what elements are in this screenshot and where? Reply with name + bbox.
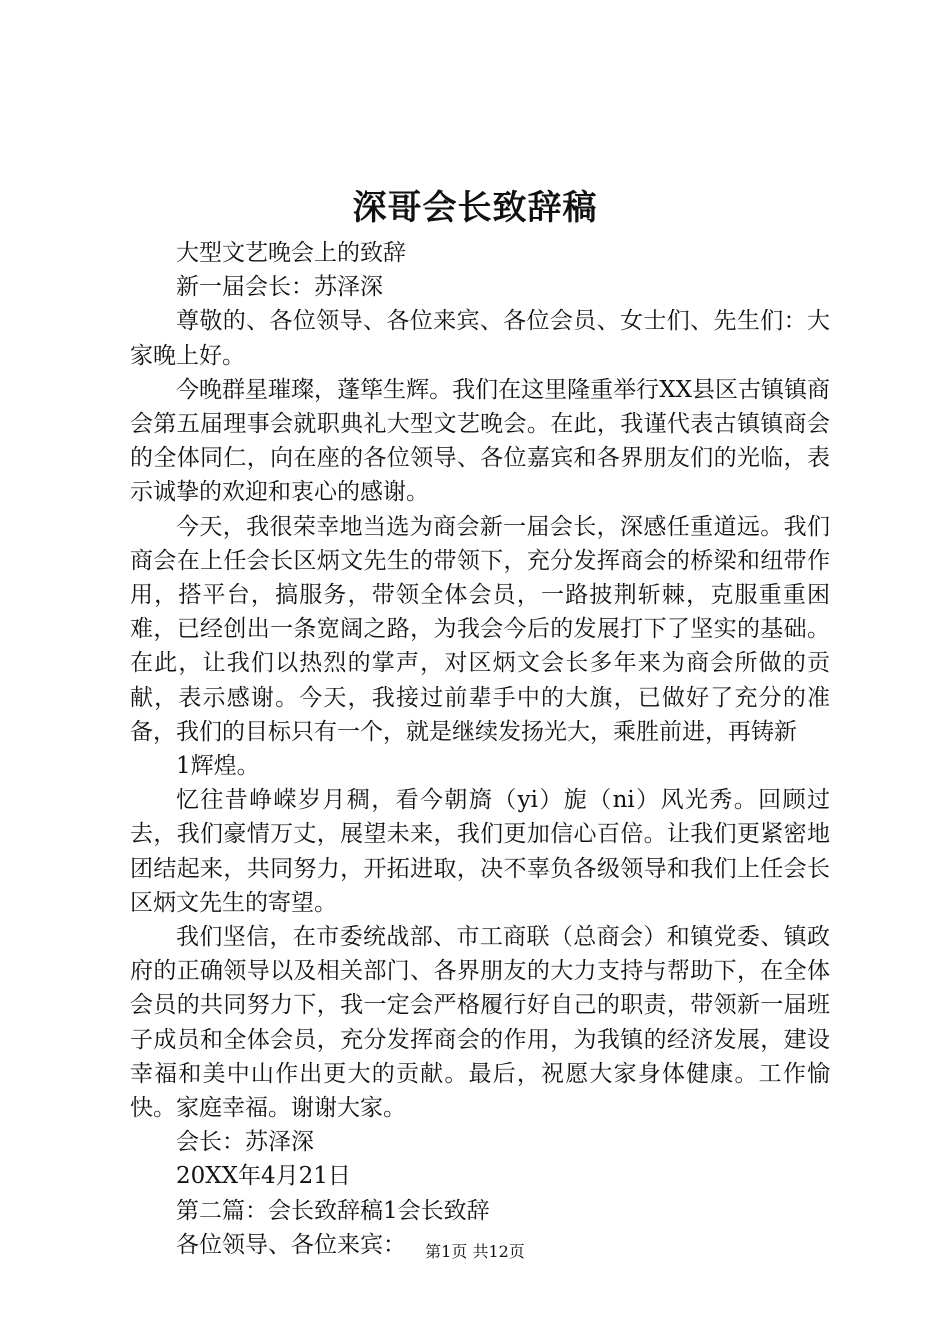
paragraph-opening: 今晚群星璀璨，蓬筚生辉。我们在这里隆重举行XX县区古镇镇商会第五届理事会就职典礼大型文艺晚会。在此，我谨代表古镇镇商会的全体同仁，向在座的各位领导、各位嘉宾和各界朋友们的光临，表示诚挚的欢迎和衷心的感谢。 [130, 376, 830, 506]
paragraph-new-president: 新一届会长：苏泽深 [176, 274, 383, 301]
paragraph-second-heading: 第二篇：会长致辞稿1会长致辞 [176, 1197, 490, 1224]
document-body [130, 236, 830, 1262]
paragraph-conviction: 我们坚信，在市委统战部、市工商联（总商会）和镇党委、镇政府的正确领导以及相关部门、各界朋友的大力支持与帮助下，在全体会员的共同努力下，我一定会严格履行好自己的职责，带领新一届班子成员和全体会员，充分发挥商会的作用，为我镇的经济发展，建设幸福和美中山作出更大的贡献。最后，祝愿大家身体健康。工作愉快。家庭幸福。谢谢大家。 [130, 924, 830, 1122]
paragraph-second-salutation: 各位领导、各位来宾： [176, 1231, 406, 1258]
paragraph-reflection: 忆往昔峥嵘岁月稠，看今朝旖（yi）旎（ni）风光秀。回顾过去，我们豪情万丈，展望未来，我们更加信心百倍。让我们更紧密地团结起来，共同努力，开拓进取，决不辜负各级领导和我们上任会长区炳文先生的寄望。 [130, 787, 830, 916]
paragraph-salutation: 尊敬的、各位领导、各位来宾、各位会员、女士们、先生们：大家晚上好。 [130, 308, 830, 369]
paragraph-election: 今天，我很荣幸地当选为商会新一届会长，深感任重道远。我们商会在上任会长区炳文先生的带领下，充分发挥商会的桥梁和纽带作用，搭平台，搞服务，带领全体会员，一路披荆斩棘，克服重重困难，已经创出一条宽阔之路，为我会今后的发展打下了坚实的基础。在此，让我们以热烈的掌声，对区炳文会长多年来为商会所做的贡献，表示感谢。今天，我接过前辈手中的大旗，已做好了充分的准备，我们的目标只有一个，就是继续发扬光大，乘胜前进，再铸新 [130, 513, 830, 745]
document-title: 深哥会长致辞稿 [352, 188, 598, 228]
paragraph-subtitle: 大型文艺晚会上的致辞 [176, 240, 406, 266]
paragraph-date: 20XX年4月21日 [176, 1163, 351, 1190]
page-number-footer: 第1页 共12页 [425, 1242, 525, 1261]
paragraph-signature: 会长：苏泽深 [176, 1129, 314, 1156]
paragraph-glory: 1辉煌。 [176, 753, 260, 780]
